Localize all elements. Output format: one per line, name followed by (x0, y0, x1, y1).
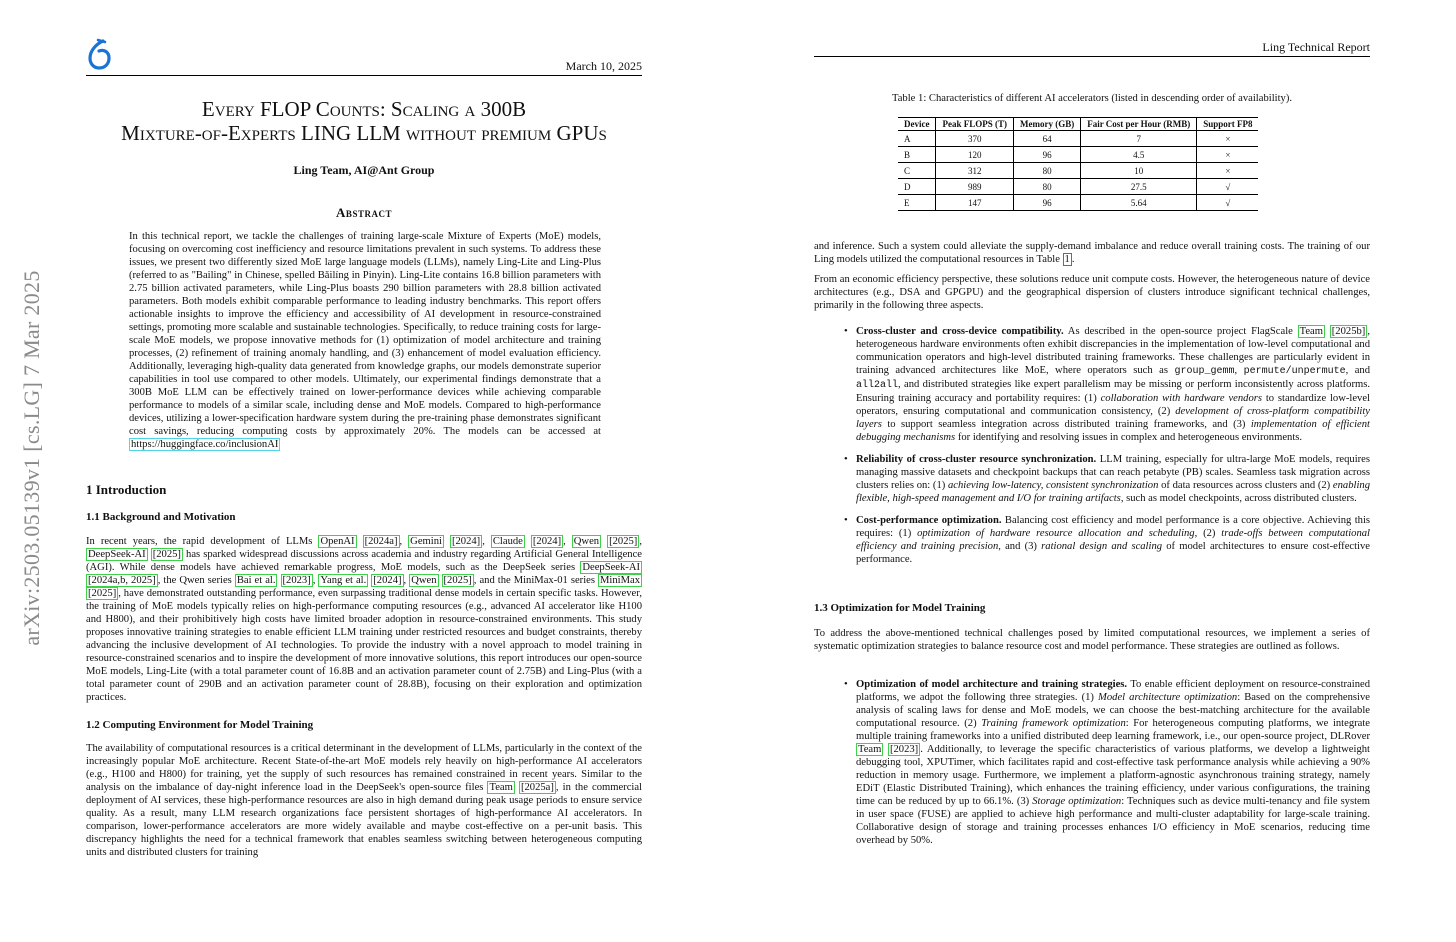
citation-link[interactable]: OpenAI (320, 536, 355, 547)
abstract-heading: Abstract (336, 205, 392, 220)
table-header-row (898, 118, 1258, 131)
text-run: , such as model checkpoints, across distributed clusters. (1120, 493, 1357, 504)
table-header-cell: Device (898, 118, 936, 131)
table-cell: 10 (1081, 163, 1197, 179)
citation-year-link[interactable]: [2025] (443, 575, 472, 586)
title-line-1: Every FLOP Counts: Scaling a 300B (201, 97, 527, 121)
citation-link[interactable]: Team (1299, 326, 1324, 337)
citation-link[interactable]: MiniMax (600, 575, 641, 586)
text-run: of data resources across clusters and (2) (1161, 480, 1331, 491)
list-item (828, 514, 1370, 566)
emphasis: implementation of efficient debugging mechanisms (856, 419, 1370, 443)
abstract-text: In this technical report, we tackle the challenges of training large-scale Mixture of Experts (MoE) models, focusing on overcoming cost inefficiency and resource limitations prevalent in such systems. To address these issues, we present two differently sized MoE large language models (LLMs), namely Ling-Lite and Ling-Plus (referred to as "Bailing" in Chinese, spelled Bǎilíng in Pinyin). Ling-Lite contains 16.8 billion parameters with 2.75 billion activated parameters, while Ling-Plus boasts 290 billion parameters with 28.8 billion activated parameters. Both models exhibit comparable performance to leading industry benchmarks. This report offers actionable insights to improve the efficiency and accessibility of AI development in resource-constrained settings, promoting more scalable and sustainable technologies. Specifically, to reduce training costs for large-scale MoE models, we propose innovative methods for (1) optimization of model architecture and training processes, (2) refinement of training anomaly handling, and (3) enhancement of model evaluation efficiency. Additionally, leveraging high-quality data generated from knowledge graphs, our models demonstrate superior capabilities in tool use compared to other models. Ultimately, our experimental findings demonstrate that a 300B MoE LLM can be effectively trained on lower-performance devices while achieving comparable performance to models of a similar scale, including dense and MoE models. Compared to high-performance devices, utilizing a lower-specification hardware system during the pre-training phase demonstrates significant cost savings, reducing computing costs by approximately 20%. The models can be accessed at (129, 231, 601, 437)
code-token: permute/unpermute (1243, 366, 1346, 377)
table-cell: D (898, 179, 936, 195)
table-cell: × (1197, 163, 1259, 179)
right-paragraph-1 (814, 240, 1370, 266)
table-cell: 147 (936, 195, 1014, 211)
citation-year-link[interactable]: [2024] (373, 575, 402, 586)
list-item (828, 453, 1370, 505)
text-run: and inference. Such a system could alleviate the supply-demand imbalance and reduce overall training costs. The training of our Ling models utilized the computational resources in Table (814, 241, 1370, 265)
section-1-3-title: 1.3 Optimization for Model Training (814, 602, 986, 614)
section-1-1-paragraph: In recent years, the rapid development of LLMs OpenAI [2024a] , Gemini [2024] , Claude [2024] , Qwen [2025] , DeepSeek-AI [2025] has sparked widespread discussions across academia and industry regarding Artificial General Intelligence (AGI). While dense models have achieved remarkable progress, MoE models, such as the DeepSeek series DeepSeek-AI [2024a,b, 2025] , the Qwen series Bai et al. [2023] , Yang et al. [2024] , Qwen [2025] , and the MiniMax-01 series MiniMax [2025] , have demonstrated outstanding performance, even surpassing traditional dense models in certain specific tasks. However, the training of MoE models typically relies on high-performance computing resources (e.g., advanced AI accelerator like H100 and H800), and their prohibitively high costs have limited broader adoption in resource-constrained environments. This study proposes innovative training strategies to enable efficient LLM training under restricted resources and budget constraints, thereby advancing the inclusive development of AI technologies. To provide the industry with a novel approach to model training in resource-constrained scenarios and to inspire the development of more innovative solutions, this report introduces our open-source MoE models, Ling-Lite (with a total parameter count of 16.8B and an activation parameter count of 2.75B) and Ling-Plus (with a total parameter count of 290B and an activation parameter count of 28.8B), focusing on their exploration and optimization practices. (86, 536, 642, 703)
emphasis: trade-offs between computational efficiency and training precision (856, 528, 1371, 552)
table-cell: 80 (1013, 163, 1080, 179)
emphasis: Model architecture optimization (1098, 692, 1238, 703)
table-cell: 80 (1013, 179, 1080, 195)
paper-date: March 10, 2025 (86, 59, 642, 76)
emphasis: Storage optimization (1032, 796, 1122, 807)
text-run: , and the MiniMax-01 series (473, 575, 595, 586)
table-cell: 120 (936, 147, 1014, 163)
strategies-list (828, 678, 1370, 856)
emphasis: achieving low-latency, consistent synchronization (947, 480, 1159, 491)
text-run: , heterogeneous hardware environments often exhibit discrepancies in the implementation of low-level computational and communication operators and high-level distributed training frameworks. These challenges are particularly evident in training advanced architectures like MoE, where operators such as (856, 326, 1370, 376)
table-row (898, 163, 1258, 179)
table-cell: × (1197, 147, 1259, 163)
citation-link[interactable]: DeepSeek-AI (582, 562, 640, 573)
citation-link[interactable]: Gemini (410, 536, 442, 547)
text-run: , and (1345, 365, 1371, 376)
citation-link[interactable]: DeepSeek-AI (88, 549, 146, 560)
table-cell: 312 (936, 163, 1014, 179)
citation-link[interactable]: Qwen (573, 536, 600, 547)
text-run: of model architectures to ensure cost-effective performance. (856, 541, 1370, 565)
bullet-lead: Cost-performance optimization. (856, 515, 1002, 526)
citation-year-link[interactable]: [2025a] (520, 782, 554, 793)
arxiv-stamp: arXiv:2503.05139v1 [cs.LG] 7 Mar 2025 (19, 269, 44, 646)
accelerator-table (898, 117, 1258, 211)
citation-year-link[interactable]: [2025] (152, 549, 181, 560)
text-run: : For heterogeneous computing platforms, we integrate multiple training frameworks into a unified distributed deep learning framework, i.e., our open-source project, DLRover (856, 718, 1370, 742)
table-caption: Table 1: Characteristics of different AI accelerators (listed in descending order of availability). (892, 93, 1292, 104)
list-item (828, 678, 1370, 847)
table-header-cell: Support FP8 (1197, 118, 1259, 131)
emphasis: enabling flexible, high-speed management and I/O for training artifacts (856, 480, 1370, 504)
table-row (898, 179, 1258, 195)
citation-year-link[interactable]: [2024] (451, 536, 481, 547)
table-cell: 370 (936, 131, 1014, 147)
citation-link[interactable]: Yang et al. (320, 575, 367, 586)
emphasis: development of cross-platform compatibility layers (856, 406, 1370, 430)
table-cell: B (898, 147, 936, 163)
citation-year-link[interactable]: [2025] (609, 536, 638, 547)
citation-year-link[interactable]: [2025] (88, 588, 117, 599)
table-cell: × (1197, 131, 1259, 147)
citation-year-link[interactable]: [2023] (282, 575, 311, 586)
section-1-title: 1 Introduction (86, 482, 167, 497)
citation-link[interactable]: Team (858, 744, 882, 755)
list-item (828, 325, 1370, 444)
table-row (898, 147, 1258, 163)
citation-link[interactable]: Claude (492, 536, 523, 547)
citation-year-link[interactable]: [2023] (889, 744, 919, 755)
text-run: As described in the open-source project FlagScale (1067, 326, 1293, 337)
emphasis: Training framework optimization (981, 718, 1126, 729)
authors: Ling Team, AI@Ant Group (293, 163, 435, 177)
citation-link[interactable]: Bai et al. (236, 575, 276, 586)
table-cell: C (898, 163, 936, 179)
text-run: to support seamless integration across distributed training frameworks, and (3) (887, 419, 1246, 430)
table-cell: 4.5 (1081, 147, 1197, 163)
text-run: : Based on the comprehensive analysis of scaling laws for dense and MoE models, we can choose the best-matching architecture for the available computational resource. (2) (856, 692, 1370, 729)
text-run: LLM training, especially for ultra-large MoE models, requires managing massive datasets and checkpoint backups that can reach petabyte (PB) scales. Seamless task migration across clusters relies on: (1) (856, 454, 1370, 491)
table-cell: 7 (1081, 131, 1197, 147)
citation-link[interactable]: Team (489, 782, 513, 793)
table-cell: 64 (1013, 131, 1080, 147)
text-run: Balancing cost efficiency and model performance is a core objective. Achieving this requires: (1) (856, 515, 1371, 539)
emphasis: optimization of hardware resource allocation and scheduling (917, 528, 1195, 539)
citation-year-link[interactable]: [2024a] (364, 536, 398, 547)
table-cell: 96 (1013, 195, 1080, 211)
table-header-cell: Fair Cost per Hour (RMB) (1081, 118, 1197, 131)
right-paragraph-2: From an economic efficiency perspective, these solutions reduce unit compute costs. However, the heterogeneous nature of device architectures (e.g., DSA and GPGPU) and the geographical dispersion of clusters introduce significant technical challenges, primarily in the following three aspects. (814, 274, 1370, 311)
text-run: . (1071, 254, 1075, 265)
section-1-1-title: 1.1 Background and Motivation (86, 511, 236, 523)
table-cell: A (898, 131, 936, 147)
title-line-2: Mixture-of-Experts LING LLM without premium GPUs (121, 121, 607, 145)
citation-year-link[interactable]: [2025b] (1331, 326, 1366, 337)
table-cell: E (898, 195, 936, 211)
running-head: Ling Technical Report (814, 40, 1370, 57)
text-run: , (1234, 365, 1238, 376)
bullet-lead: Cross-cluster and cross-device compatibility. (856, 326, 1064, 337)
citation-year-link[interactable]: [2024a,b, 2025] (88, 575, 156, 586)
table-cell: √ (1197, 179, 1259, 195)
table-cell: 5.64 (1081, 195, 1197, 211)
text-run: , and (3) (998, 541, 1037, 552)
section-1-2-paragraph (86, 742, 642, 859)
code-token: all2all (856, 380, 899, 391)
huggingface-link[interactable]: https://huggingface.co/inclusionAI (131, 439, 279, 450)
text-run: , have demonstrated outstanding performance, even surpassing traditional dense models in certain specific tasks. However, the training of MoE models typically relies on high-performance computing resources (e.g., advanced AI accelerator like H100 and H800), and their prohibitively high costs have limited broader adoption in resource-constrained environments. This study proposes innovative training strategies to enable efficient LLM training under restricted resources and budget constraints, thereby advancing the inclusive development of AI technologies. To provide the industry with a novel approach to model training in resource-constrained scenarios and to inspire the development of more innovative solutions, this report introduces our open-source MoE models, Ling-Lite (with a total parameter count of 16.8B and an activation parameter count of 2.75B) and Ling-Plus (with a total parameter count of 290B and an activation parameter count of 28.8B), focusing on their exploration and optimization practices. (86, 588, 642, 703)
text-run: to standardize low-level operators, ensuring computational and communication consistency, (2) (856, 393, 1370, 417)
table-header-cell: Memory (GB) (1013, 118, 1080, 131)
text-run: To enable efficient deployment on resource-constrained platforms, we adpot the following three strategies. (1) (856, 679, 1370, 703)
text-run: . Additionally, to leverage the specific characteristics of various platforms, we develop a lightweight debugging tool, XPUTimer, which facilitates rapid and cost-effective task performance analysis while achieving a 90% reduction in memory usage. Furthermore, we implement a platform-agnostic asynchronous training strategy, namely EDiT (Elastic Distributed Training), which enhances the training efficiency, under various configurations, the training time can be reduced by up to 66.1%. (3) (856, 744, 1370, 807)
citation-link[interactable]: Qwen (411, 575, 437, 586)
table-cell: √ (1197, 195, 1259, 211)
table-header-cell: Peak FLOPS (T) (936, 118, 1014, 131)
text-run: , (2) (1194, 528, 1216, 539)
table-cell: 27.5 (1081, 179, 1197, 195)
table-cell: 96 (1013, 147, 1080, 163)
abstract (129, 230, 601, 451)
right-page (728, 0, 1456, 942)
table-ref-link[interactable]: 1 (1064, 254, 1070, 265)
section-1-3-paragraph: To address the above-mentioned technical challenges posed by limited computational resources, we implement a series of systematic optimization strategies to balance resource cost and model performance. These strategies are outlined as follows. (814, 628, 1370, 652)
table-row (898, 195, 1258, 211)
text-run: , and distributed strategies like expert parallelism may be missing or perform inconsistently across platforms. Ensuring training accuracy and portability requires: (1) (856, 379, 1370, 404)
code-token: group_gemm (1174, 366, 1235, 377)
table-cell: 989 (936, 179, 1014, 195)
citation-year-link[interactable]: [2024] (532, 536, 562, 547)
text-run: : Techniques such as device multi-tenancy and file system in user space (FUSE) are applied to achieve high performance and multi-cluster adaptability for large-scale training. Collaborative design of storage and training processes enhances I/O efficiency in MoE scenarios, reducing time overhead by 50%. (856, 796, 1370, 846)
table-row (898, 131, 1258, 147)
bullet-lead: Reliability of cross-cluster resource synchronization. (856, 454, 1097, 465)
challenges-list (828, 325, 1370, 575)
section-1-2-title: 1.2 Computing Environment for Model Training (86, 719, 314, 731)
text-run: , in the commercial deployment of AI services, these high-performance resources are also in high demand during peak usage periods to ensure service quality. As a result, many LLM research organizations face persistent shortages of high-performance AI accelerators. In comparison, lower-performance accelerators are more widely available and maybe cost-effective on a per-unit basis. This discrepancy highlights the need for a technical framework that enables seamless switching between heterogeneous computing units and distributed clusters for training (86, 782, 642, 858)
text-run: , the Qwen series (157, 575, 232, 586)
text-run: for identifying and resolving issues in complex and heterogeneous environments. (957, 432, 1303, 443)
emphasis: rational design and scaling (1041, 541, 1163, 552)
text-run: In recent years, the rapid development of LLMs (86, 536, 313, 547)
text-run: has sparked widespread discussions across academia and industry regarding Artificial General Intelligence (AGI). While dense models have achieved remarkable progress, MoE models, such as the DeepSeek series (86, 549, 642, 573)
paper-title (86, 97, 642, 145)
bullet-lead: Optimization of model architecture and training strategies. (856, 679, 1128, 690)
text-run: The availability of computational resources is a critical determinant in the development of LLMs, particularly in the context of the increasingly popular MoE architecture. Recent State-of-the-art MoE models rely heavily on high-performance AI accelerators (e.g., H100 and H800) for training, yet the supply of such resources has remained constrained in recent years. Similar to the analysis on the imbalance of day-night inference load in the DeepSeek's open-source files (86, 743, 642, 793)
emphasis: collaboration with hardware vendors (1100, 393, 1262, 404)
